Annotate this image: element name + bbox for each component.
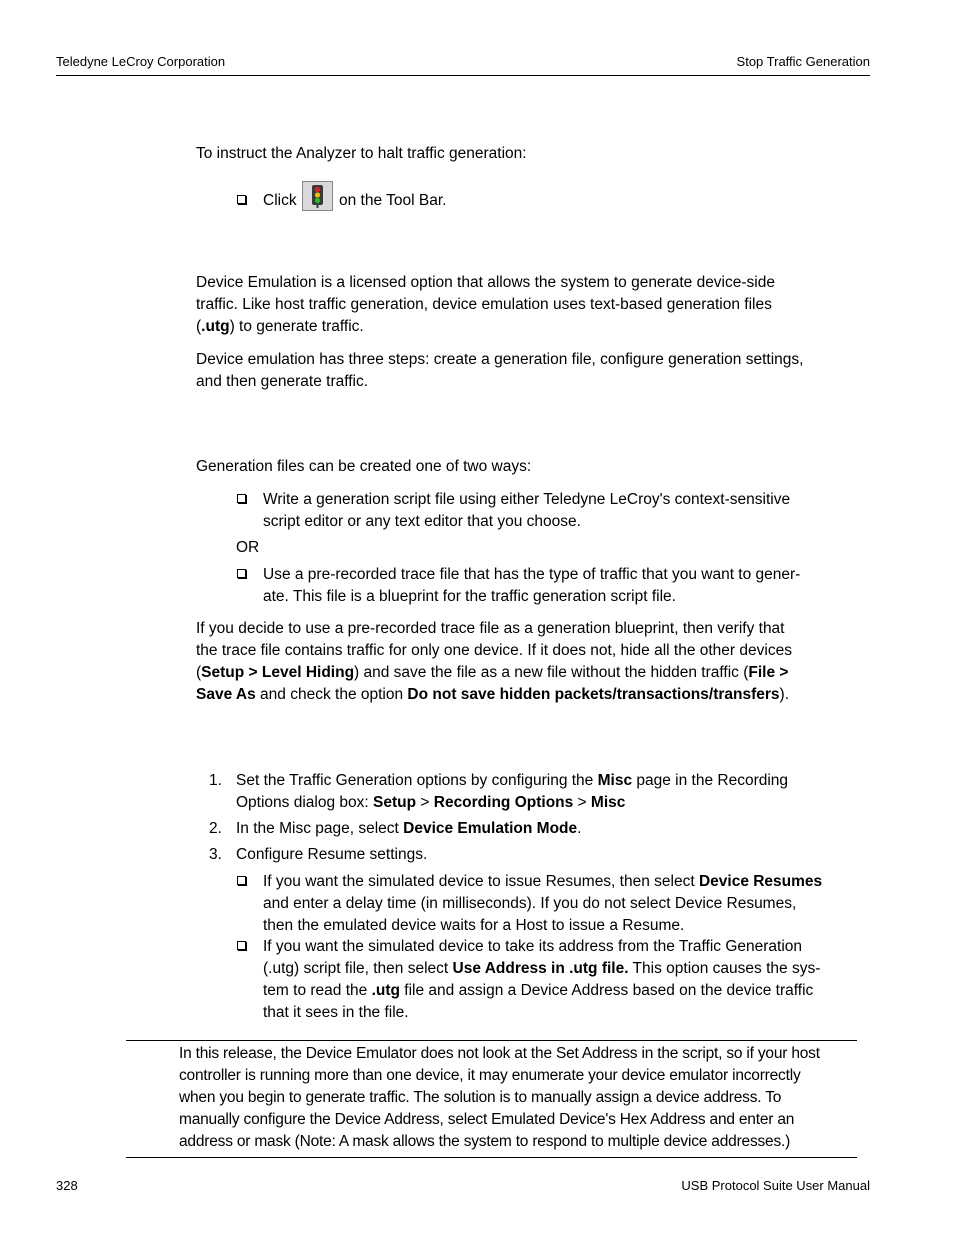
step-1-text: Set the Traffic Generation options by configuring the Misc page in the Recording Options dialog box: Setup > Recording Options > Misc — [236, 772, 789, 811]
page-number: 328 — [56, 1178, 78, 1193]
note-top-rule — [126, 1040, 857, 1041]
step-number-1: 1. — [209, 772, 222, 789]
generation-files-intro: Generation files can be created one of two ways: — [196, 458, 532, 475]
use-address-option: If you want the simulated device to take its address from the Traffic Generation (.utg) script file, then select Use Address in .utg file. This option causes the sys- tem to read the .utg file and assign a Device Address based on the device traffic that it sees in the file. — [263, 938, 821, 1021]
checkbox-bullet — [237, 936, 246, 958]
click-suffix: on the Tool Bar. — [339, 192, 447, 209]
note-bottom-rule — [126, 1157, 857, 1158]
generation-option-trace: Use a pre-recorded trace file that has the type of traffic that you want to gener- ate. This file is a blueprint for the traffic generation script file. — [263, 566, 801, 605]
device-resumes-option: If you want the simulated device to issue Resumes, then select Device Resumes and enter a delay time (in milliseconds). If you do not select Device Resumes, then the emulated device waits for a Host to issue a Resume. — [263, 873, 823, 934]
generation-option-script: Write a generation script file using either Teledyne LeCroy's context-sensitive script editor or any text editor that you choose. — [263, 491, 791, 530]
header-company: Teledyne LeCroy Corporation — [56, 54, 226, 69]
checkbox-bullet — [237, 564, 246, 586]
step-number-3: 3. — [209, 846, 222, 863]
header-rule — [56, 75, 870, 76]
blueprint-paragraph: If you decide to use a pre-recorded trace file as a generation blueprint, then verify that the trace file contains traffic for only one device. If it does not, hide all the other devices (Setup > Level Hiding) and save the file as a new file without the hidden traffic (File > Save As and check the option Do not save hidden packets/transactions/transfers). — [196, 620, 792, 703]
checkbox-bullet — [237, 489, 246, 511]
device-emulation-para-1: Device Emulation is a licensed option that allows the system to generate device-side traffic. Like host traffic generation, device emulation uses text-based generation files (.utg) to generate traffic. — [196, 274, 775, 335]
note-text: In this release, the Device Emulator does not look at the Set Address in the script, so if your host controller is running more than one device, it may enumerate your device emulator incorrectly when you begin to generate traffic. The solution is to manually assign a device address. To manually configure the Device Address, select Emulated Device's Hex Address and enter an address or mask (Note: A mask allows the system to respond to multiple device addresses.) — [179, 1045, 820, 1150]
checkbox-bullet — [237, 190, 246, 212]
traffic-light-icon[interactable] — [302, 181, 333, 211]
header-section-title: Stop Traffic Generation — [736, 54, 870, 69]
step-number-2: 2. — [209, 820, 222, 837]
step-3-text: Configure Resume settings. — [236, 846, 428, 863]
manual-title: USB Protocol Suite User Manual — [681, 1178, 870, 1193]
device-emulation-para-2: Device emulation has three steps: create a generation file, configure generation settings, and then generate traffic. — [196, 351, 804, 390]
checkbox-bullet — [237, 871, 246, 893]
or-separator: OR — [236, 539, 260, 556]
intro-text: To instruct the Analyzer to halt traffic generation: — [196, 145, 527, 162]
click-label: Click — [263, 192, 297, 209]
step-2-text: In the Misc page, select Device Emulation Mode. — [236, 820, 582, 837]
